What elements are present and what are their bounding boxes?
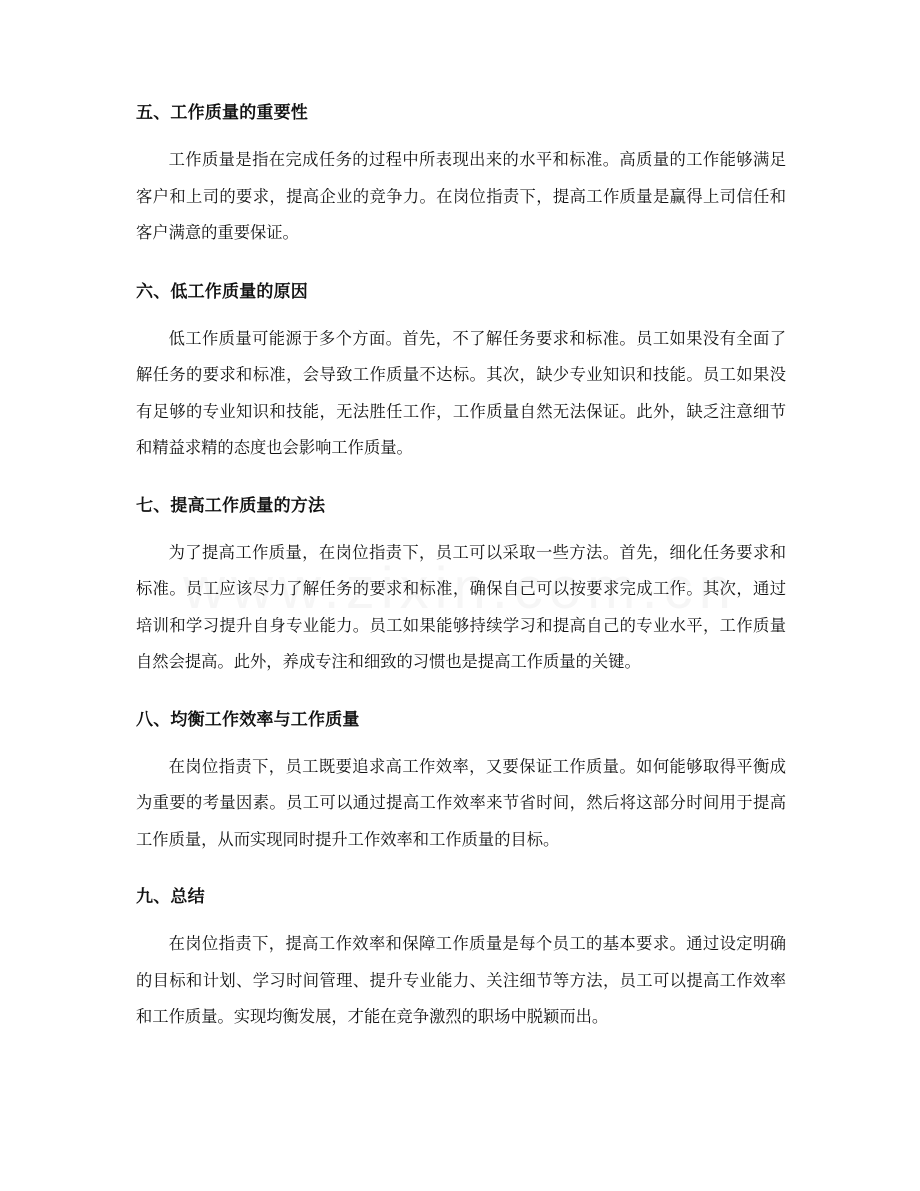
document-content	[136, 101, 786, 1036]
section-paragraph: 为了提高工作质量，在岗位指责下，员工可以采取一些方法。首先，细化任务要求和标准。员工应该尽力了解任务的要求和标准，确保自己可以按要求完成工作。其次，通过培训和学习提升自身专业能力。员工如果能够持续学习和提高自己的专业水平，工作质量自然会提高。此外，养成专注和细致的习惯也是提高工作质量的关键。	[136, 542, 786, 671]
section-heading: 九、总结	[136, 887, 205, 907]
section-heading: 五、工作质量的重要性	[136, 103, 308, 123]
section-improve-quality-methods	[136, 494, 786, 681]
section-paragraph: 在岗位指责下，提高工作效率和保障工作质量是每个员工的基本要求。通过设定明确的目标和计划、学习时间管理、提升专业能力、关注细节等方法，员工可以提高工作效率和工作质量。实现均衡发展，才能在竞争激烈的职场中脱颖而出。	[136, 934, 786, 1026]
section-paragraph: 低工作质量可能源于多个方面。首先，不了解任务要求和标准。员工如果没有全面了解任务的要求和标准，会导致工作质量不达标。其次，缺少专业知识和技能。员工如果没有足够的专业知识和技能，无法胜任工作，工作质量自然无法保证。此外，缺乏注意细节和精益求精的态度也会影响工作质量。	[136, 328, 786, 457]
section-heading: 八、均衡工作效率与工作质量	[136, 709, 360, 730]
section-heading: 六、低工作质量的原因	[136, 281, 308, 302]
section-summary	[136, 885, 786, 1036]
section-heading: 七、提高工作质量的方法	[136, 495, 326, 516]
section-paragraph: 工作质量是指在完成任务的过程中所表现出来的水平和标准。高质量的工作能够满足客户和上司的要求，提高企业的竞争力。在岗位指责下，提高工作质量是赢得上司信任和客户满意的重要保证。	[136, 150, 786, 242]
section-quality-importance	[136, 101, 786, 252]
section-balance-efficiency-quality	[136, 708, 786, 859]
section-low-quality-causes	[136, 280, 786, 467]
section-paragraph: 在岗位指责下，员工既要追求高工作效率，又要保证工作质量。如何能够取得平衡成为重要的考量因素。员工可以通过提高工作效率来节省时间，然后将这部分时间用于提高工作质量，从而实现同时提升工作效率和工作质量的目标。	[136, 756, 786, 849]
